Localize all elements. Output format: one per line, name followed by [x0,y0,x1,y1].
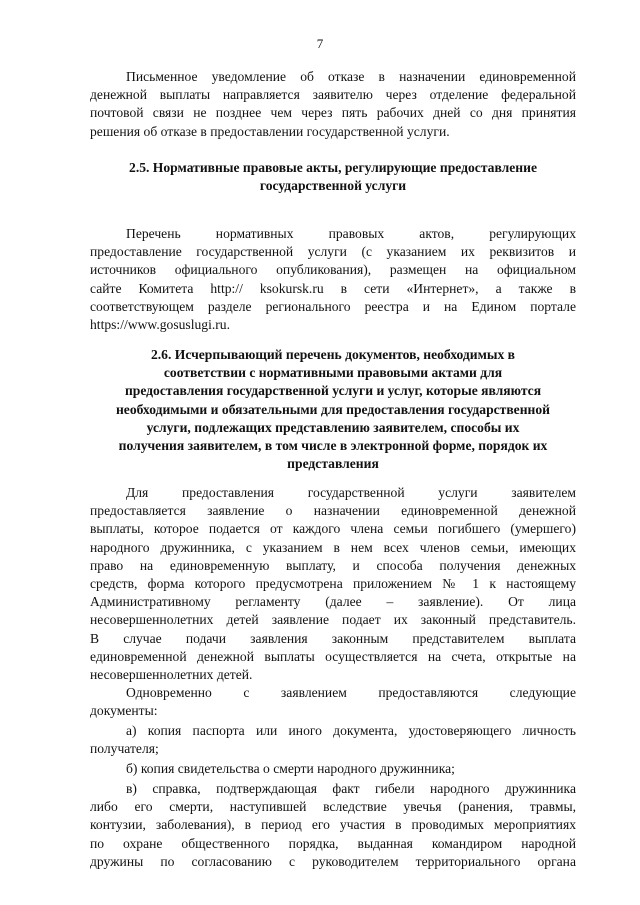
text-line: https://www.gosuslugi.ru. [90,317,230,333]
text-line: по охране общественного порядка, выданная командиром народной [90,835,576,851]
section-heading-2-6 [90,346,576,473]
paragraph-refusal-notice [90,68,576,141]
text-line: право на единовременную выплату, и способа получения денежных [90,557,576,573]
list-item-c [90,780,576,871]
text-line: Одновременно с заявлением предоставляются следующие [126,685,576,700]
text-line: контузии, заболевания), в период его участия в проводимых мероприятиях [90,817,576,833]
paragraph-documents-intro [90,684,576,720]
text-line: в) справка, подтверждающая факт гибели народного дружинника [126,781,576,796]
text-line: документы: [90,703,158,719]
text-line: Перечень нормативных правовых актов, регулирующих [126,226,576,241]
text-line: предоставляется заявление о назначении единовременной денежной [90,503,576,519]
heading-line: необходимыми и обязательными для предоставления государственной [115,401,551,417]
text-line: единовременной денежной выплаты осуществляется на счета, открытые на [90,648,576,664]
paragraph-legal-acts-list [90,225,576,334]
heading-line: 2.6. Исчерпывающий перечень документов, необходимых в [150,347,516,362]
text-line: выплаты, которое подается от каждого члена семьи погибшего (умершего) [90,521,576,537]
text-line: решения об отказе в предоставлении государственной услуги. [90,123,450,139]
heading-line: государственной услуги [259,178,407,194]
text-line: б) копия свидетельства о смерти народного дружинника; [126,761,455,776]
text-line: предоставление государственной услуги (с указанием их реквизитов и [90,244,576,260]
heading-line: представления [287,456,379,472]
paragraph-application [90,484,576,684]
text-line: почтовой связи не позднее чем через пять рабочих дней со дня принятия [90,105,576,121]
text-line: денежной выплаты направляется заявителю через отделение федеральной [90,87,576,103]
text-line: несовершеннолетних детей заявление подает их законный представитель. [90,612,576,628]
text-line: либо его смерти, наступившей вследствие увечья (ранения, травмы, [90,799,576,815]
text-line: дружины по согласованию с руководителем территориального органа [90,853,576,869]
heading-line: соответствии с нормативными правовыми актами для [163,365,503,381]
text-line: источников официального опубликования), размещен на официальном [90,262,576,278]
section-heading-2-5 [90,159,576,195]
list-item-a [90,722,576,758]
text-line: Письменное уведомление об отказе в назначении единовременной [126,69,576,84]
text-line: получателя; [90,741,159,757]
heading-line: получения заявителем, в том числе в электронной форме, порядок их [118,438,548,454]
text-line: сайте Комитета http:// ksokursk.ru в сети «Интернет», а также в [90,280,576,296]
text-line: соответствующем разделе регионального реестра и на Едином портале [90,298,576,314]
text-line: средств, форма которого предусмотрена приложением № 1 к настоящему [90,576,576,592]
text-line: В случае подачи заявления законным представителем выплата [90,630,576,646]
text-line: Административному регламенту (далее – заявление). От лица [90,594,576,610]
text-line: а) копия паспорта или иного документа, удостоверяющего личность [126,723,576,738]
page-number: 7 [316,36,324,51]
heading-line: услуги, подлежащих представлению заявителем, способы их [146,419,520,435]
list-item-b [90,760,576,778]
heading-line: предоставления государственной услуги и услуг, которые являются [124,383,542,399]
text-line: несовершеннолетних детей. [90,667,253,683]
text-line: Для предоставления государственной услуги заявителем [126,485,576,500]
heading-line: 2.5. Нормативные правовые акты, регулирующие предоставление [129,160,537,175]
text-line: народного дружинника, с указанием в нем всех членов семьи, имеющих [90,539,576,555]
